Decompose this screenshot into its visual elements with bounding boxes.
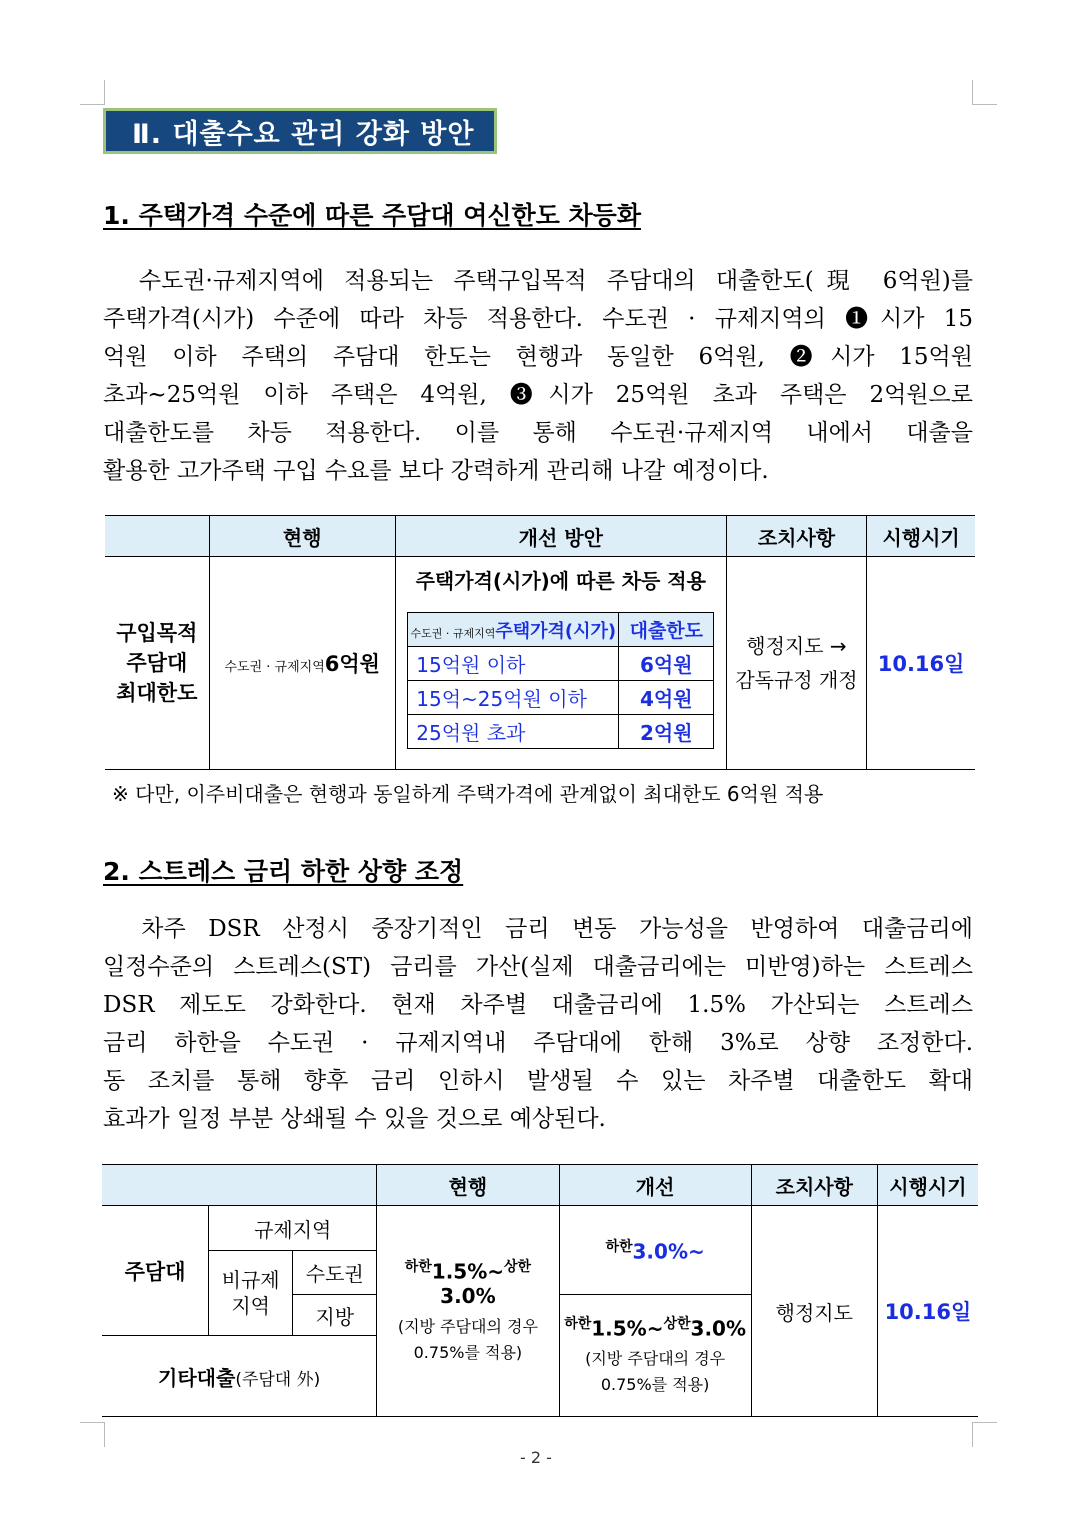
price-range: 15억원 이하 xyxy=(408,647,619,681)
page-number: - 2 - xyxy=(520,1448,552,1467)
current-lower-rate: 1.5%~ xyxy=(431,1259,505,1284)
section-1-heading: 1. 주택가격 수준에 따른 주담대 여신한도 차등화 xyxy=(103,201,641,230)
current-rate-cell: $^{하한}$1.5%~$^{상한}$3.0% (지방 주담대의 경우 0.75%를 적용) xyxy=(377,1206,559,1417)
footnote: ※ 다만, 이주비대출은 현행과 동일하게 주택가격에 관계없이 최대한도 6억원 적용 xyxy=(112,782,824,806)
local-area: 지방 xyxy=(293,1295,377,1336)
paragraph-line: 차주 DSR 산정시 중장기적인 금리 변동 가능성을 반영하여 대출금리에 xyxy=(103,916,973,942)
table-corner-cell xyxy=(105,516,209,557)
action-cell: 행정지도 → 감독규정 개정 xyxy=(726,557,866,770)
table-row xyxy=(408,715,714,749)
header-action: 조치사항 xyxy=(726,516,866,557)
price-range: 25억원 초과 xyxy=(408,715,619,749)
stress-rate-table xyxy=(102,1164,978,1417)
improvement-title: 주택가격(시가)에 따른 차등 적용 xyxy=(415,569,706,593)
header-action: 조치사항 xyxy=(751,1165,877,1206)
section-1-paragraph xyxy=(103,262,973,490)
crop-mark-top-left xyxy=(80,80,105,105)
effective-date: 10.16일 xyxy=(877,1206,978,1417)
paragraph-line: DSR 제도도 강화한다. 현재 차주별 대출금리에 1.5% 가산되는 스트레스 xyxy=(103,992,973,1018)
table-corner-cell xyxy=(102,1165,377,1206)
inner-header-limit: 대출한도 xyxy=(619,613,714,647)
inner-header-price: 수도권 · 규제지역주택가격(시가) xyxy=(408,613,619,647)
price-range: 15억~25억원 이하 xyxy=(408,681,619,715)
current-region: 수도권 · 규제지역 xyxy=(224,660,325,675)
regulated-area: 규제지역 xyxy=(209,1206,377,1251)
crop-mark-top-right xyxy=(972,80,997,105)
non-regulated-area: 비규제 지역 xyxy=(209,1251,293,1336)
section-title: Ⅱ. 대출수요 관리 강화 방안 xyxy=(103,108,497,154)
section-2-heading: 2. 스트레스 금리 하한 상향 조정 xyxy=(103,857,464,886)
capital-area: 수도권 xyxy=(293,1251,377,1295)
loan-limit: 2억원 xyxy=(619,715,714,749)
header-current: 현행 xyxy=(377,1165,559,1206)
table-row xyxy=(408,647,714,681)
paragraph-line: 수도권·규제지역에 적용되는 주택구입목적 주담대의 대출한도(現 6억원)를 xyxy=(103,268,973,294)
paragraph-line: 억원 이하 주택의 주담대 한도는 현행과 동일한 6억원, ❷시가 15억원 xyxy=(103,344,973,370)
tiered-limit-table xyxy=(407,612,714,749)
paragraph-line: 초과~25억원 이하 주택은 4억원, ❸시가 25억원 초과 주택은 2억원으로 xyxy=(103,382,973,408)
row-other-loans: 기타대출(주담대 外) xyxy=(102,1336,377,1417)
section-2-paragraph xyxy=(103,910,973,1138)
crop-mark-bottom-left xyxy=(80,1422,105,1447)
improved-rate-cell: $^{하한}$1.5%~$^{상한}$3.0% (지방 주담대의 경우 0.75%를 적용) xyxy=(559,1295,751,1417)
paragraph-line: 대출한도를 차등 적용한다. 이를 통해 수도권·규제지역 내에서 대출을 xyxy=(103,420,973,446)
current-limit-cell xyxy=(209,557,395,770)
loan-limit: 4억원 xyxy=(619,681,714,715)
table-row xyxy=(408,681,714,715)
effective-date: 10.16일 xyxy=(867,557,975,770)
loan-limit: 6억원 xyxy=(619,647,714,681)
header-date: 시행시기 xyxy=(877,1165,978,1206)
header-current: 현행 xyxy=(209,516,395,557)
row-mortgage: 주담대 xyxy=(102,1206,209,1336)
crop-mark-bottom-right xyxy=(972,1422,997,1447)
current-upper-rate: 3.0% xyxy=(440,1283,496,1308)
improved-upper-rate: 3.0% xyxy=(690,1316,747,1341)
paragraph-line: 주택가격(시가) 수준에 따라 차등 적용한다. 수도권 · 규제지역의 ❶시가 15 xyxy=(103,306,973,332)
loan-limit-table xyxy=(105,515,975,770)
improved-lower-rate: 1.5%~ xyxy=(591,1316,664,1341)
header-improvement: 개선 xyxy=(559,1165,751,1206)
current-value: 6억원 xyxy=(324,652,380,676)
header-date: 시행시기 xyxy=(867,516,975,557)
improved-note: (지방 주담대의 경우 0.75%를 적용) xyxy=(585,1349,726,1395)
header-improvement: 개선 방안 xyxy=(395,516,726,557)
paragraph-line: 동 조치를 통해 향후 금리 인하시 발생될 수 있는 차주별 대출한도 확대 xyxy=(103,1068,973,1094)
row-label: 구입목적 주담대 최대한도 xyxy=(105,557,209,770)
paragraph-line: 활용한 고가주택 구입 수요를 보다 강력하게 관리해 나갈 예정이다. xyxy=(103,458,769,484)
paragraph-line: 금리 하한을 수도권 · 규제지역내 주담대에 한해 3%로 상향 조정한다. xyxy=(103,1030,973,1056)
paragraph-line: 일정수준의 스트레스(ST) 금리를 가산(실제 대출금리에는 미반영)하는 스트레스 xyxy=(103,954,973,980)
improved-regulated-rate: $^{하한}$3.0%~ xyxy=(559,1206,751,1295)
action-cell: 행정지도 xyxy=(751,1206,877,1417)
paragraph-line: 효과가 일정 부분 상쇄될 수 있을 것으로 예상된다. xyxy=(103,1106,606,1132)
current-note: (지방 주담대의 경우 0.75%를 적용) xyxy=(397,1316,538,1362)
improvement-cell xyxy=(395,557,726,770)
